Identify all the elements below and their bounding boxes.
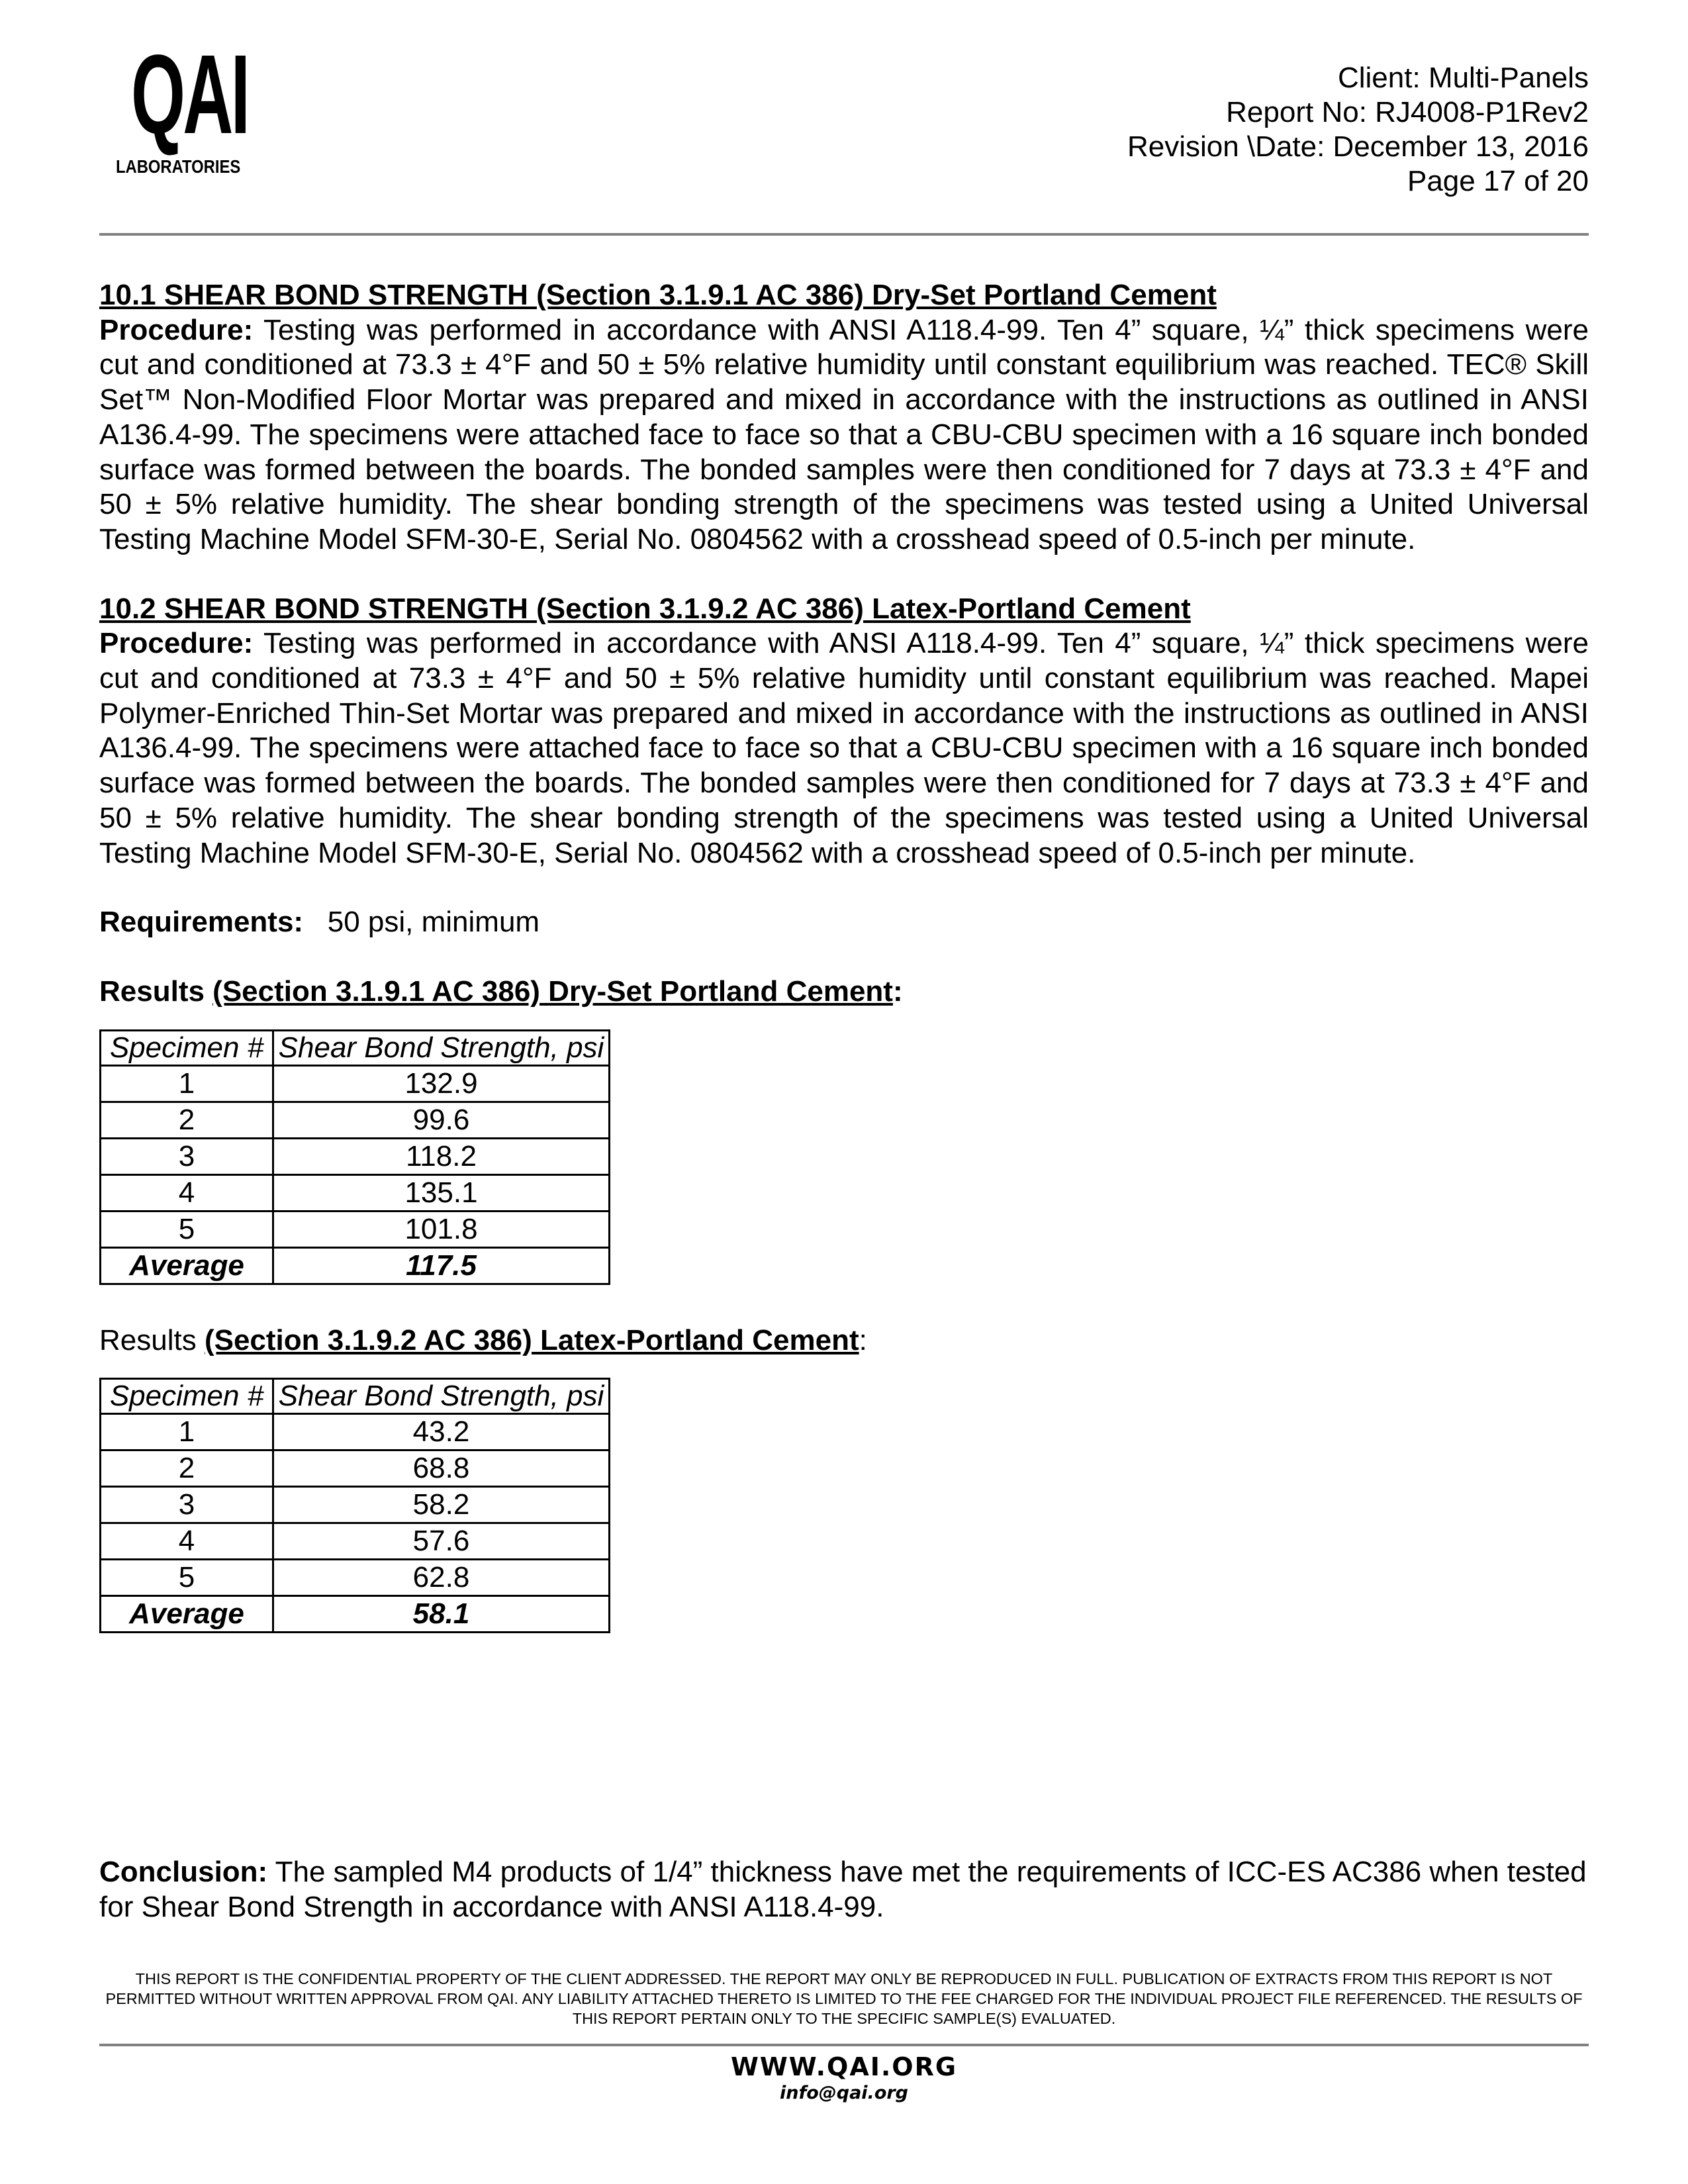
value-cell: 132.9 — [273, 1065, 610, 1102]
procedure-text: Testing was performed in accordance with ANSI A118.4-99. Ten 4” square, ¼” thick specimens were cut and conditioned at 73.3 ± 4°F and 50 ± 5% relative humidity until constant equilibrium was reached. TEC® Skill Set™ Non-Modified Floor Mortar was prepared and mixed in accordance with the instructions as outlined in ANSI A136.4-99. The specimens were attached face to face so that a CBU-CBU specimen with a 16 square inch bonded surface was formed between the boards. The bonded samples were then conditioned for 7 days at 73.3 ± 4°F and 50 ± 5% relative humidity. The shear bonding strength of the specimens was tested using a United Universal Testing Machine Model SFM-30-E, Serial No. 0804562 with a crosshead speed of 0.5-inch per minute. — [99, 313, 1589, 555]
col-shear-bond-strength: Shear Bond Strength, psi — [273, 1030, 610, 1065]
value-cell: 62.8 — [273, 1560, 610, 1596]
requirements — [99, 905, 1589, 940]
col-specimen: Specimen # — [101, 1379, 273, 1414]
table-row — [101, 1138, 610, 1174]
page-number: Page 17 of 20 — [1407, 165, 1589, 197]
requirements-value: 50 psi, minimum — [327, 906, 540, 939]
table-row — [101, 1414, 610, 1450]
section-10-1-title: 10.1 SHEAR BOND STRENGTH (Section 3.1.9.1 AC 386) Dry-Set Portland Cement — [99, 279, 1217, 311]
section-10-1-procedure — [99, 313, 1589, 557]
results-section: (Section 3.1.9.2 AC 386) Latex-Portland Cement — [204, 1323, 859, 1356]
value-cell: 58.2 — [273, 1487, 610, 1523]
value-cell: 43.2 — [273, 1414, 610, 1450]
specimen-cell: 1 — [101, 1414, 273, 1450]
confidentiality-disclaimer: THIS REPORT IS THE CONFIDENTIAL PROPERTY OF THE CLIENT ADDRESSED. THE REPORT MAY ONLY BE REPRODUCED IN FULL. PUBLICATION OF EXTRACTS FROM THIS REPORT IS NOT PERMITTED WITHOUT WRITTEN APPROVAL FROM QAI. ANY LIABILITY ATTACHED THERETO IS LIMITED TO THE FEE CHARGED FOR THE INDIVIDUAL PROJECT FILE REFERENCED. THE RESULTS OF THIS REPORT PERTAIN ONLY TO THE SPECIFIC SAMPLE(S) EVALUATED. — [105, 1970, 1583, 2027]
value-cell: 68.8 — [273, 1450, 610, 1487]
results-1-heading — [99, 974, 1589, 1010]
header-divider — [99, 233, 1589, 236]
revision-date: Revision \Date: December 13, 2016 — [1127, 130, 1589, 163]
results-suffix: : — [859, 1323, 867, 1356]
table-row — [101, 1487, 610, 1523]
table-row — [101, 1560, 610, 1596]
conclusion — [99, 1855, 1589, 1924]
value-cell: 99.6 — [273, 1102, 610, 1138]
report-header — [1127, 61, 1589, 199]
results-suffix: : — [892, 974, 903, 1008]
specimen-cell: 5 — [101, 1560, 273, 1596]
procedure-label: Procedure: — [99, 627, 254, 660]
table-row — [101, 1523, 610, 1560]
section-10-2-procedure — [99, 626, 1589, 871]
value-cell: 57.6 — [273, 1523, 610, 1560]
client-line: Client: Multi-Panels — [1337, 62, 1589, 94]
specimen-cell: 2 — [101, 1102, 273, 1138]
email-link[interactable]: info@qai.org — [779, 2083, 909, 2103]
average-row — [101, 1596, 610, 1633]
table-row — [101, 1102, 610, 1138]
col-specimen: Specimen # — [101, 1030, 273, 1065]
table-row — [101, 1211, 610, 1247]
results-1-table — [99, 1029, 610, 1285]
value-cell: 118.2 — [273, 1138, 610, 1174]
specimen-cell: 3 — [101, 1487, 273, 1523]
conclusion-text: The sampled M4 products of 1/4” thickness have met the requirements of ICC-ES AC386 when tested for Shear Bond Strength in accordance with ANSI A118.4-99. — [99, 1856, 1587, 1923]
results-label: Results — [99, 974, 213, 1008]
procedure-text: Testing was performed in accordance with ANSI A118.4-99. Ten 4” square, ¼” thick specimens were cut and conditioned at 73.3 ± 4°F and 50 ± 5% relative humidity until constant equilibrium was reached. Mapei Polymer-Enriched Thin-Set Mortar was prepared and mixed in accordance with the instructions as outlined in ANSI A136.4-99. The specimens were attached face to face so that a CBU-CBU specimen with a 16 square inch bonded surface was formed between the boards. The bonded samples were then conditioned for 7 days at 73.3 ± 4°F and 50 ± 5% relative humidity. The shear bonding strength of the specimens was tested using a United Universal Testing Machine Model SFM-30-E, Serial No. 0804562 with a crosshead speed of 0.5-inch per minute. — [99, 627, 1589, 869]
report-body — [99, 278, 1589, 1633]
results-2-heading — [99, 1323, 1589, 1358]
results-2-table — [99, 1378, 610, 1633]
specimen-cell: 3 — [101, 1138, 273, 1174]
section-10-2-title: 10.2 SHEAR BOND STRENGTH (Section 3.1.9.2 AC 386) Latex-Portland Cement — [99, 592, 1191, 625]
specimen-cell: 2 — [101, 1450, 273, 1487]
specimen-cell: 4 — [101, 1174, 273, 1211]
specimen-cell: 5 — [101, 1211, 273, 1247]
average-label: Average — [101, 1596, 273, 1633]
value-cell: 135.1 — [273, 1174, 610, 1211]
requirements-label: Requirements: — [99, 906, 304, 939]
specimen-cell: 1 — [101, 1065, 273, 1102]
procedure-label: Procedure: — [99, 313, 254, 346]
specimen-cell: 4 — [101, 1523, 273, 1560]
average-label: Average — [101, 1247, 273, 1284]
average-value: 58.1 — [273, 1596, 610, 1633]
conclusion-label: Conclusion: — [99, 1856, 268, 1888]
table-row — [101, 1065, 610, 1102]
results-section: (Section 3.1.9.1 AC 386) Dry-Set Portland Cement — [212, 974, 893, 1008]
report-number: Report No: RJ4008-P1Rev2 — [1226, 96, 1589, 128]
footer-divider — [99, 2044, 1589, 2046]
website-link[interactable]: WWW.QAI.ORG — [730, 2052, 958, 2081]
col-shear-bond-strength: Shear Bond Strength, psi — [273, 1379, 610, 1414]
table-header-row — [101, 1030, 610, 1065]
average-value: 117.5 — [273, 1247, 610, 1284]
table-header-row — [101, 1379, 610, 1414]
value-cell: 101.8 — [273, 1211, 610, 1247]
qai-logo — [106, 32, 248, 181]
table-row — [101, 1174, 610, 1211]
average-row — [101, 1247, 610, 1284]
logo-mark: QAI — [131, 32, 248, 158]
logo-subtitle: LABORATORIES — [116, 156, 241, 177]
results-label: Results — [99, 1323, 205, 1356]
table-row — [101, 1450, 610, 1487]
